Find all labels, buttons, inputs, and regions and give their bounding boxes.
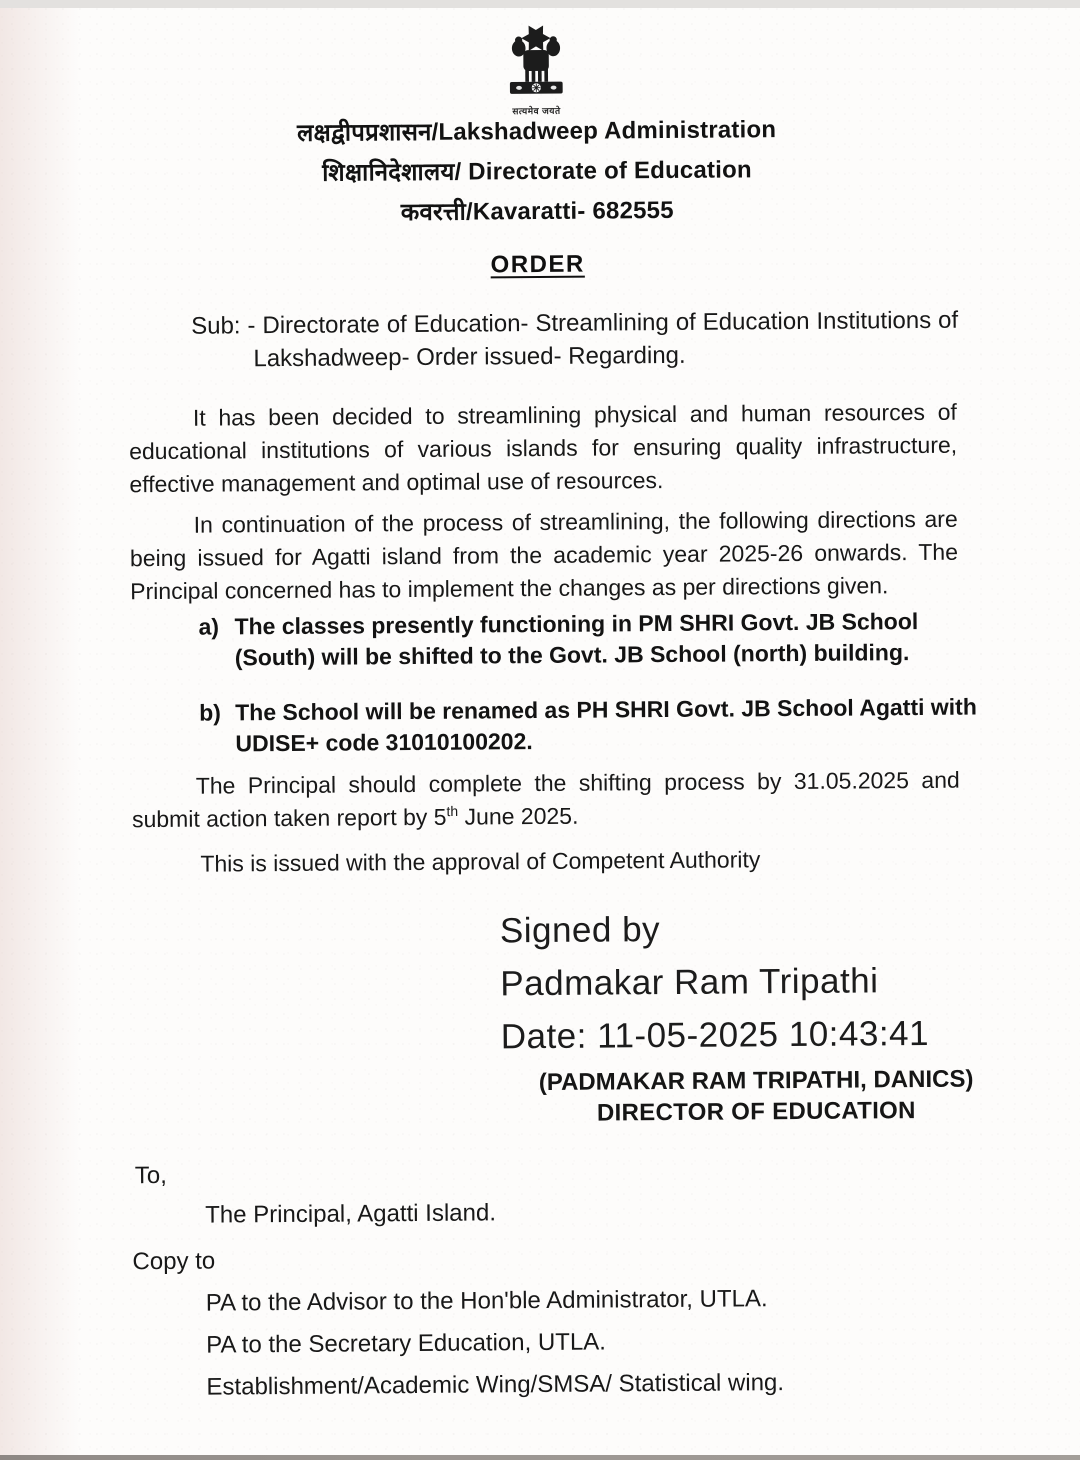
copy-item-secretary-pa: PA to the Secretary Education, UTLA.	[206, 1328, 607, 1359]
digital-signature-block	[500, 900, 1080, 1064]
paragraph-shifting-deadline	[132, 764, 960, 837]
signatory-designation: DIRECTOR OF EDUCATION	[596, 1097, 916, 1127]
paragraph-agatti-directions: In continuation of the process of streamlining, the following directions are being issued for Agatti island from the academic year 2025-26 onwards. The Principal concerned has to implement the changes as per directions given.	[129, 505, 959, 605]
directive-text-a: The classes presently functioning in PM SHRI Govt. JB School (South) will be shifted to the Govt. JB School (north) building.	[234, 608, 919, 671]
subject-text: - Directorate of Education- Streamlining of Education Institutions of Lakshadweep- Order issued- Regarding.	[247, 306, 959, 373]
signature-timestamp: Date: 11-05-2025 10:43:41	[500, 1013, 930, 1057]
order-title-row	[0, 247, 1078, 283]
subject-line	[191, 304, 958, 376]
directive-item-b	[199, 692, 983, 760]
to-label: To,	[134, 1161, 167, 1190]
order-title: ORDER	[490, 250, 585, 279]
emblem-of-india	[491, 20, 582, 118]
signatory-name-caption: (PADMAKAR RAM TRIPATHI, DANICS)	[538, 1065, 974, 1097]
letterhead-address: कवरत्ती/Kavaratti- 682555	[400, 196, 674, 227]
deadline-date-tail: June 2025.	[458, 802, 579, 830]
signatory-caption	[516, 1063, 996, 1129]
scan-top-edge	[0, 0, 1080, 8]
letterhead	[0, 115, 1077, 229]
signer-name: Padmakar Ram Tripathi	[500, 961, 879, 1004]
signed-by-label: Signed by	[499, 910, 661, 951]
directive-item-a	[198, 606, 982, 674]
letterhead-administration: लक्षद्वीपप्रशासन/Lakshadweep Administration	[297, 116, 777, 147]
ordinal-superscript: th	[446, 802, 459, 820]
recipient: The Principal, Agatti Island.	[205, 1199, 497, 1229]
directive-text-b: The School will be renamed as PH SHRI Govt. JB School Agatti with UDISE+ code 31010100202.	[235, 693, 977, 757]
copy-item-advisor-pa: PA to the Advisor to the Hon'ble Administrator, UTLA.	[205, 1285, 768, 1317]
emblem-motto: सत्यमेव जयते	[512, 105, 561, 117]
ashoka-lion-capital-icon	[495, 20, 578, 101]
subject-label: Sub:	[191, 312, 241, 340]
deadline-text: The Principal should complete the shifting process by 31.05.2025 and submit action taken report by 5	[131, 766, 960, 833]
approval-line: This is issued with the approval of Competent Authority	[200, 846, 761, 877]
directive-marker-b: b)	[199, 699, 222, 726]
copy-item-establishment-wing: Establishment/Academic Wing/SMSA/ Statistical wing.	[206, 1369, 785, 1401]
directive-marker-a: a)	[198, 613, 220, 640]
letterhead-directorate: शिक्षानिदेशालय/ Directorate of Education	[322, 156, 752, 187]
copy-to-label: Copy to	[132, 1247, 216, 1276]
scan-bottom-edge	[0, 1455, 1080, 1460]
paragraph-streamlining-decision: It has been decided to streamlining physical and human resources of educational institutions of various islands for ensuring quality infrastructure, effective management and optimal use of resources.	[129, 398, 958, 498]
